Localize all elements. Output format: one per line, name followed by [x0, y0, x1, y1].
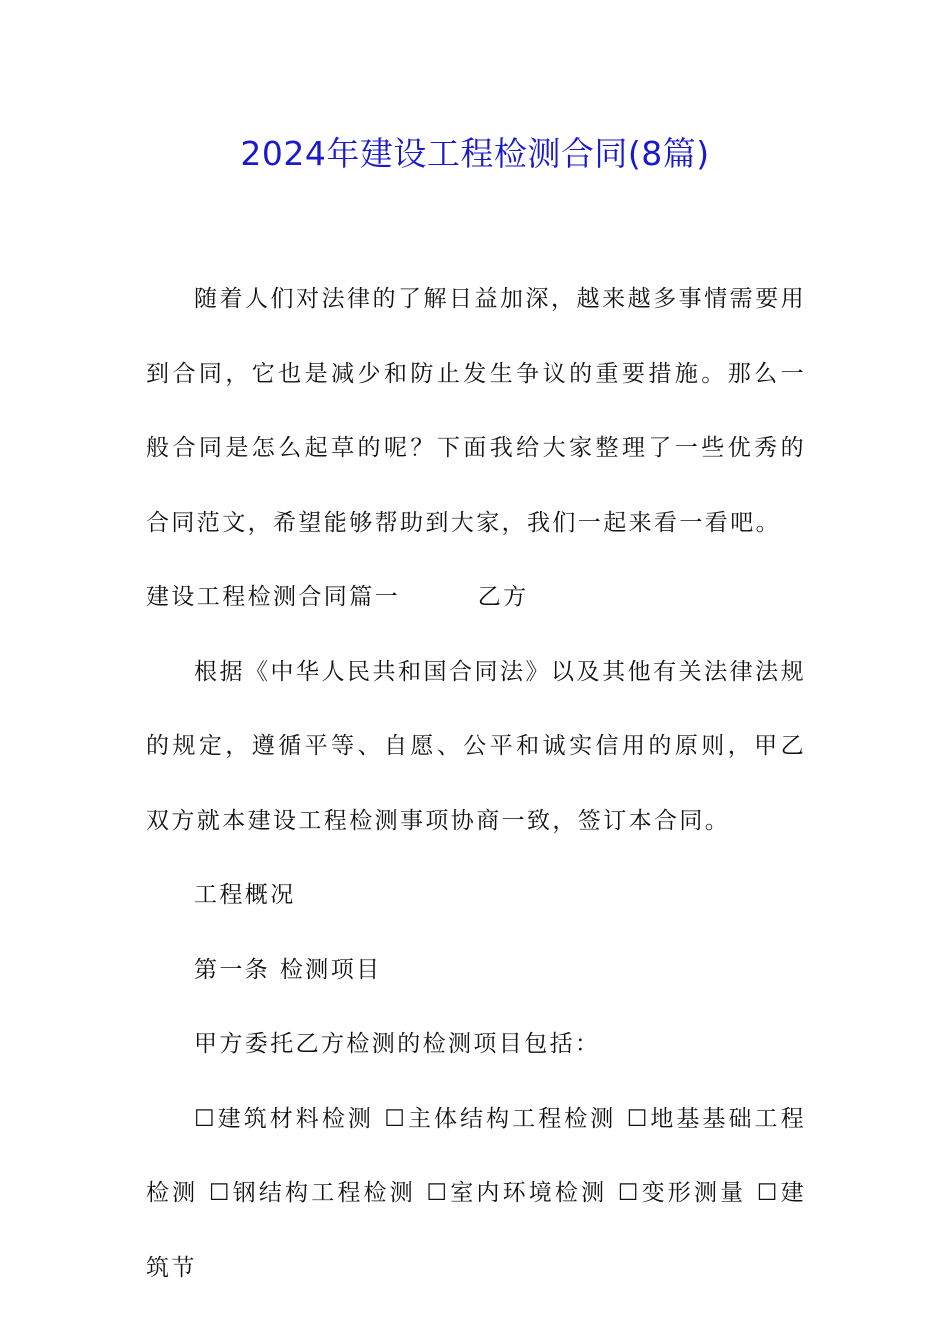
section-heading-party: 乙方 [477, 584, 529, 610]
document-body [146, 262, 806, 1305]
section-heading [146, 560, 806, 635]
section-heading-title: 建设工程检测合同篇一 [146, 584, 400, 610]
article-one-heading: 第一条 检测项目 [194, 956, 382, 983]
project-overview-label: 工程概况 [194, 882, 296, 908]
basis-paragraph: 根据《中华人民共和国合同法》以及其他有关法律法规的规定，遵循平等、自愿、公平和诚实信用的原则，甲乙双方就本建设工程检测事项协商一致，签订本合同。 [146, 658, 806, 834]
article-one-description: 甲方委托乙方检测的检测项目包括： [194, 1031, 601, 1057]
intro-paragraph: 随着人们对法律的了解日益加深，越来越多事情需要用到合同，它也是减少和防止发生争议的重要措施。那么一般合同是怎么起草的呢？下面我给大家整理了一些优秀的合同范文，希望能够帮助到大家，我们一起来看一看吧。 [146, 286, 806, 536]
document-title: 2024年建设工程检测合同(8篇) [240, 134, 710, 173]
inspection-checklist: ☐建筑材料检测 ☐主体结构工程检测 ☐地基基础工程检测 ☐钢结构工程检测 ☐室内环境检测 ☐变形测量 ☐建筑节 [146, 1105, 806, 1281]
